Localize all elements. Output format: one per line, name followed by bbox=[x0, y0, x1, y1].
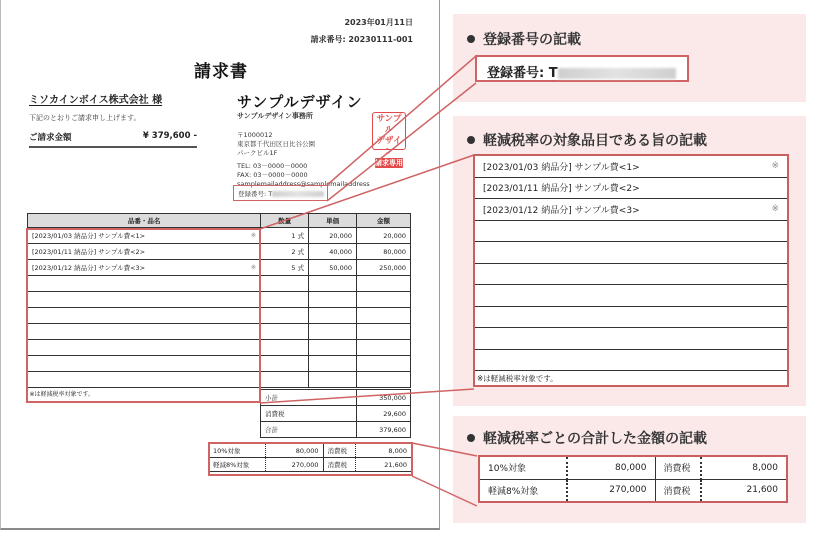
empty-row bbox=[475, 264, 787, 286]
rate-tax-label: 消費税 bbox=[655, 456, 701, 479]
list-item bbox=[475, 178, 787, 200]
item-name: [2023/01/12 納品分] サンプル費<3> bbox=[483, 205, 640, 216]
panel-reduced-rate-items bbox=[453, 116, 806, 406]
rate-label: 10%対象 bbox=[209, 444, 265, 458]
empty-row bbox=[475, 350, 787, 372]
empty-row bbox=[28, 356, 411, 372]
tax-breakdown-row bbox=[209, 444, 411, 458]
item-name: [2023/01/12 納品分] サンプル費<3> ※ bbox=[28, 260, 261, 276]
item-unit: 40,000 bbox=[309, 244, 357, 260]
item-qty: 1 式 bbox=[261, 228, 309, 244]
billing-amount bbox=[29, 131, 197, 148]
bullet-icon bbox=[467, 35, 475, 43]
empty-row bbox=[28, 292, 411, 308]
item-name: [2023/01/11 納品分] サンプル費<2> bbox=[483, 184, 640, 195]
panel-rate-totals bbox=[453, 416, 806, 523]
issuer-address bbox=[237, 131, 315, 158]
table-row bbox=[28, 228, 411, 244]
reduced-mark: ※ bbox=[250, 231, 257, 239]
total-label: 合計 bbox=[261, 422, 357, 438]
subtotal-label: 小計 bbox=[261, 390, 357, 406]
rate-tax-label: 消費税 bbox=[323, 458, 355, 472]
registration-label: 登録番号: T bbox=[487, 66, 558, 81]
rate-tax: 21,600 bbox=[701, 479, 787, 502]
stamp-line-1: サンプル bbox=[376, 114, 402, 135]
item-qty: 2 式 bbox=[261, 244, 309, 260]
reduced-items-list bbox=[473, 154, 789, 387]
address-line-1: 東京都千代田区日比谷公園 bbox=[237, 140, 315, 148]
invoice-title: 請求書 bbox=[194, 62, 248, 82]
postal-code: 〒1000012 bbox=[237, 131, 273, 139]
stamp-line-3: 請求専用 bbox=[375, 159, 403, 167]
table-row bbox=[28, 260, 411, 276]
empty-row bbox=[475, 307, 787, 329]
reduced-mark: ※ bbox=[771, 204, 779, 215]
stamp-line-2: デザイン bbox=[376, 136, 402, 157]
rate-label: 10%対象 bbox=[479, 456, 567, 479]
table-header bbox=[28, 214, 411, 228]
item-amount: 250,000 bbox=[357, 260, 411, 276]
registration-number-enlarged bbox=[475, 55, 689, 82]
rate-tax: 8,000 bbox=[355, 444, 411, 458]
empty-row bbox=[28, 276, 411, 292]
billing-amount-value: ¥ 379,600 - bbox=[142, 131, 197, 141]
rate-label: 軽減8%対象 bbox=[209, 458, 265, 472]
empty-row bbox=[475, 242, 787, 264]
panel-heading bbox=[467, 428, 707, 448]
blurred-number bbox=[272, 191, 324, 197]
tax-label: 消費税 bbox=[261, 406, 357, 422]
header-item: 品番・品名 bbox=[28, 214, 261, 228]
reduced-rate-note: ※は軽減税率対象です。 bbox=[29, 391, 95, 398]
reduced-mark: ※ bbox=[771, 161, 779, 172]
rate-amount: 270,000 bbox=[567, 479, 655, 502]
empty-row bbox=[475, 285, 787, 307]
reduced-mark: ※ bbox=[250, 263, 257, 271]
tel: TEL: 03－0000－0000 bbox=[237, 162, 308, 170]
header-unit-price: 単価 bbox=[309, 214, 357, 228]
registration-label: 登録番号: T bbox=[238, 190, 273, 198]
address-line-2: パークビル1F bbox=[237, 149, 278, 157]
rate-tax-label: 消費税 bbox=[323, 444, 355, 458]
panel-heading-text: 登録番号の記載 bbox=[483, 32, 581, 48]
list-item bbox=[475, 199, 787, 221]
panel-heading-text: 軽減税率ごとの合計した金額の記載 bbox=[483, 431, 707, 447]
rate-label: 軽減8%対象 bbox=[479, 479, 567, 502]
invoice-date: 2023年01月11日 bbox=[344, 18, 413, 27]
rate-tax-label: 消費税 bbox=[655, 479, 701, 502]
empty-row bbox=[475, 221, 787, 243]
issuer-office: サンプルデザイン事務所 bbox=[237, 112, 313, 120]
rate-amount: 80,000 bbox=[265, 444, 323, 458]
tax-row bbox=[261, 406, 411, 422]
table-row bbox=[28, 244, 411, 260]
tax-breakdown-row bbox=[209, 458, 411, 472]
empty-row bbox=[28, 308, 411, 324]
item-name: [2023/01/03 納品分] サンプル費<1> bbox=[483, 162, 640, 173]
item-name: [2023/01/03 納品分] サンプル費<1> ※ bbox=[28, 228, 261, 244]
item-name: [2023/01/11 納品分] サンプル費<2> bbox=[28, 244, 261, 260]
item-amount: 20,000 bbox=[357, 228, 411, 244]
total-value: 379,600 bbox=[357, 422, 411, 438]
fax: FAX: 03－0000－0000 bbox=[237, 171, 308, 179]
lead-text: 下記のとおりご請求申し上げます。 bbox=[29, 114, 141, 122]
panel-heading bbox=[467, 29, 581, 49]
list-item bbox=[475, 156, 787, 178]
total-row bbox=[261, 422, 411, 438]
empty-row bbox=[28, 372, 411, 388]
item-unit: 20,000 bbox=[309, 228, 357, 244]
rate-row bbox=[479, 456, 787, 479]
tax-value: 29,600 bbox=[357, 406, 411, 422]
client-name: ミソカインボイス株式会社 様 bbox=[29, 95, 163, 106]
items-table bbox=[27, 213, 411, 402]
rate-totals-table bbox=[478, 455, 788, 503]
company-seal-stamp bbox=[372, 112, 406, 167]
bullet-icon bbox=[467, 434, 475, 442]
blurred-number bbox=[558, 68, 676, 79]
empty-row bbox=[475, 328, 787, 350]
subtotal-value: 350,000 bbox=[357, 390, 411, 406]
rate-amount: 270,000 bbox=[265, 458, 323, 472]
header-qty: 数量 bbox=[261, 214, 309, 228]
email: samplemailaddress@samplemailaddress bbox=[237, 180, 370, 188]
billing-amount-label: ご請求金額 bbox=[29, 133, 72, 143]
rate-tax: 8,000 bbox=[701, 456, 787, 479]
rate-tax: 21,600 bbox=[355, 458, 411, 472]
reduced-rate-note: ※は軽減税率対象です。 bbox=[477, 374, 558, 383]
tax-breakdown-table bbox=[209, 443, 411, 472]
panel-heading bbox=[467, 130, 707, 150]
invoice-number: 請求番号: 20230111-001 bbox=[310, 35, 413, 44]
registration-number-small bbox=[233, 185, 328, 201]
empty-row bbox=[28, 324, 411, 340]
item-unit: 50,000 bbox=[309, 260, 357, 276]
rate-row bbox=[479, 479, 787, 502]
item-qty: 5 式 bbox=[261, 260, 309, 276]
bullet-icon bbox=[467, 136, 475, 144]
header-amount: 金額 bbox=[357, 214, 411, 228]
item-amount: 80,000 bbox=[357, 244, 411, 260]
panel-heading-text: 軽減税率の対象品目である旨の記載 bbox=[483, 133, 707, 149]
panel-registration-number bbox=[453, 14, 806, 102]
totals-table bbox=[260, 389, 411, 438]
subtotal-row bbox=[261, 390, 411, 406]
rate-amount: 80,000 bbox=[567, 456, 655, 479]
empty-row bbox=[28, 340, 411, 356]
issuer-logo: サンプルデザイン bbox=[237, 93, 363, 111]
